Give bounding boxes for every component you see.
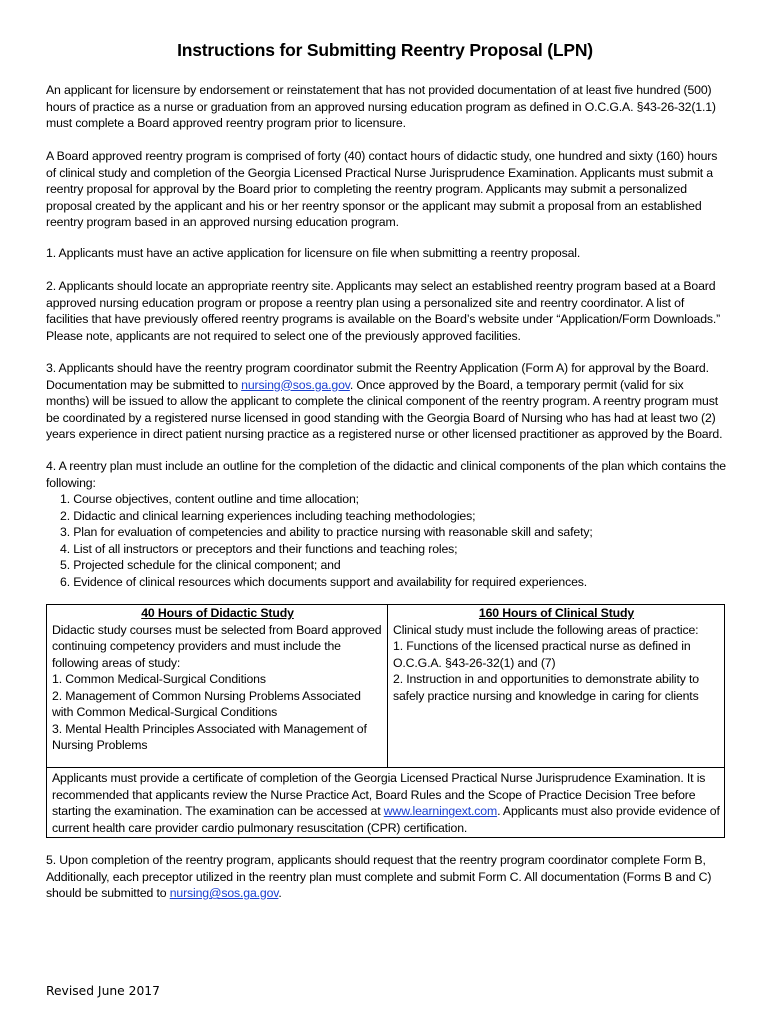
table-footer-text-before: Applicants must provide a certificate of completion of the Georgia Licensed Practical Nurse Jurisprudence Examination. It is recommended that applicants review the Nurse Practice Act, Board Rules and the Scope of Practice Decision Tree before starting the examination. The examination can be accessed at	[52, 771, 706, 818]
intro-paragraph: An applicant for licensure by endorsement or reinstatement that has not provided documentation of at least five hundred (500) hours of practice as a nurse or graduation from an approved nursing education program as defined in O.C.G.A. §43-26-32(1.1) must complete a Board approved reentry program prior to licensure.	[46, 83, 716, 130]
item-5-paragraph	[46, 852, 726, 902]
email-link[interactable]: nursing@sos.ga.gov	[169, 886, 279, 900]
item-4-intro: 4. A reentry plan must include an outline for the completion of the didactic and clinical components of the plan which contains the following:	[46, 459, 726, 490]
didactic-line: Didactic study courses must be selected from Board approved continuing competency providers and must include the following areas of study:	[52, 622, 382, 670]
item-3-text-before: 3. Applicants should have the reentry program coordinator submit the Reentry Application (Form A) for approval by the Board. Documentation may be submitted to	[46, 361, 709, 392]
didactic-line: 3. Mental Health Principles Associated with Management of Nursing Problems	[52, 721, 367, 752]
list-item: 1. Course objectives, content outline and time allocation;	[60, 492, 359, 506]
revision-footer: Revised June 2017	[46, 984, 160, 998]
didactic-line: 2. Management of Common Nursing Problems Associated with Common Medical-Surgical Conditions	[52, 688, 361, 719]
didactic-header: 40 Hours of Didactic Study	[141, 606, 294, 620]
list-item: 5. Projected schedule for the clinical component; and	[60, 558, 341, 572]
item-5-text-after: .	[278, 886, 282, 900]
table-row	[47, 768, 725, 838]
item-3-paragraph	[46, 360, 726, 443]
item-3-text-after: . Once approved by the Board, a temporary permit (valid for six months) will be issued to allow the applicant to complete the clinical component of the reentry program. A reentry program must be coordinated by a registered nurse licensed in good standing with the Georgia Board of Nursing who has had at least two (2) years experience in direct patient nursing practice as a registered nurse or other licensed practitioner as approved by the Board.	[46, 377, 723, 441]
learningext-link[interactable]: www.learningext.com	[383, 804, 498, 818]
didactic-line: 1. Common Medical-Surgical Conditions	[52, 672, 266, 686]
table-row	[47, 605, 725, 768]
list-item: 4. List of all instructors or preceptors and their functions and teaching roles;	[60, 541, 458, 556]
clinical-line: 1. Functions of the licensed practical nurse as defined in O.C.G.A. §43-26-32(1) and (7)	[393, 639, 691, 670]
program-description-paragraph: A Board approved reentry program is comprised of forty (40) contact hours of didactic study, one hundred and sixty (160) hours of clinical study and completion of the Georgia Licensed Practical Nurse Jurisprudence Examination. Applicants must submit a reentry proposal for approval by the Board prior to completing the reentry program. Applicants may submit a personalized proposal created by the applicant and his or her reentry sponsor or the applicant may submit a proposal from an established reentry program based in an approved nursing education program.	[46, 149, 718, 229]
table-footer-text-after: . Applicants must also provide evidence of current health care provider cardio pulmonary resuscitation (CPR) certification.	[52, 804, 720, 835]
didactic-cell	[47, 605, 388, 768]
item-1-paragraph: 1. Applicants must have an active application for licensure on file when submitting a reentry proposal.	[46, 246, 581, 260]
page-title: Instructions for Submitting Reentry Proposal (LPN)	[177, 40, 593, 60]
list-item: 6. Evidence of clinical resources which documents support and availability for required experiences.	[60, 574, 588, 589]
clinical-cell	[388, 605, 725, 768]
requirements-table	[46, 604, 725, 838]
item-4-sublist	[46, 491, 726, 590]
item-2-paragraph: 2. Applicants should locate an appropriate reentry site. Applicants may select an established reentry program based at a Board approved nursing education program or propose a reentry plan using a personalized site and reentry coordinator. A list of facilities that have previously offered reentry programs is available on the Board’s website under “Application/Form Downloads.” Please note, applicants are not required to select one of the previously approved facilities.	[46, 279, 721, 343]
clinical-header: 160 Hours of Clinical Study	[478, 606, 635, 620]
email-link[interactable]: nursing@sos.ga.gov	[241, 377, 350, 392]
list-item: 3. Plan for evaluation of competencies and ability to practice nursing with reasonable skill and safety;	[60, 525, 593, 539]
item-5-text-before: 5. Upon completion of the reentry program, applicants should request that the reentry program coordinator complete Form B, Additionally, each preceptor utilized in the reentry plan must complete and submit Form C. All documentation (Forms B and C) should be submitted to	[46, 853, 712, 900]
list-item: 2. Didactic and clinical learning experiences including teaching methodologies;	[60, 508, 476, 523]
clinical-line: Clinical study must include the following areas of practice:	[393, 622, 699, 637]
table-footer-cell	[47, 768, 725, 838]
clinical-line: 2. Instruction in and opportunities to demonstrate ability to safely practice nursing and knowledge in caring for clients	[393, 672, 699, 703]
item-4-section	[46, 458, 726, 590]
